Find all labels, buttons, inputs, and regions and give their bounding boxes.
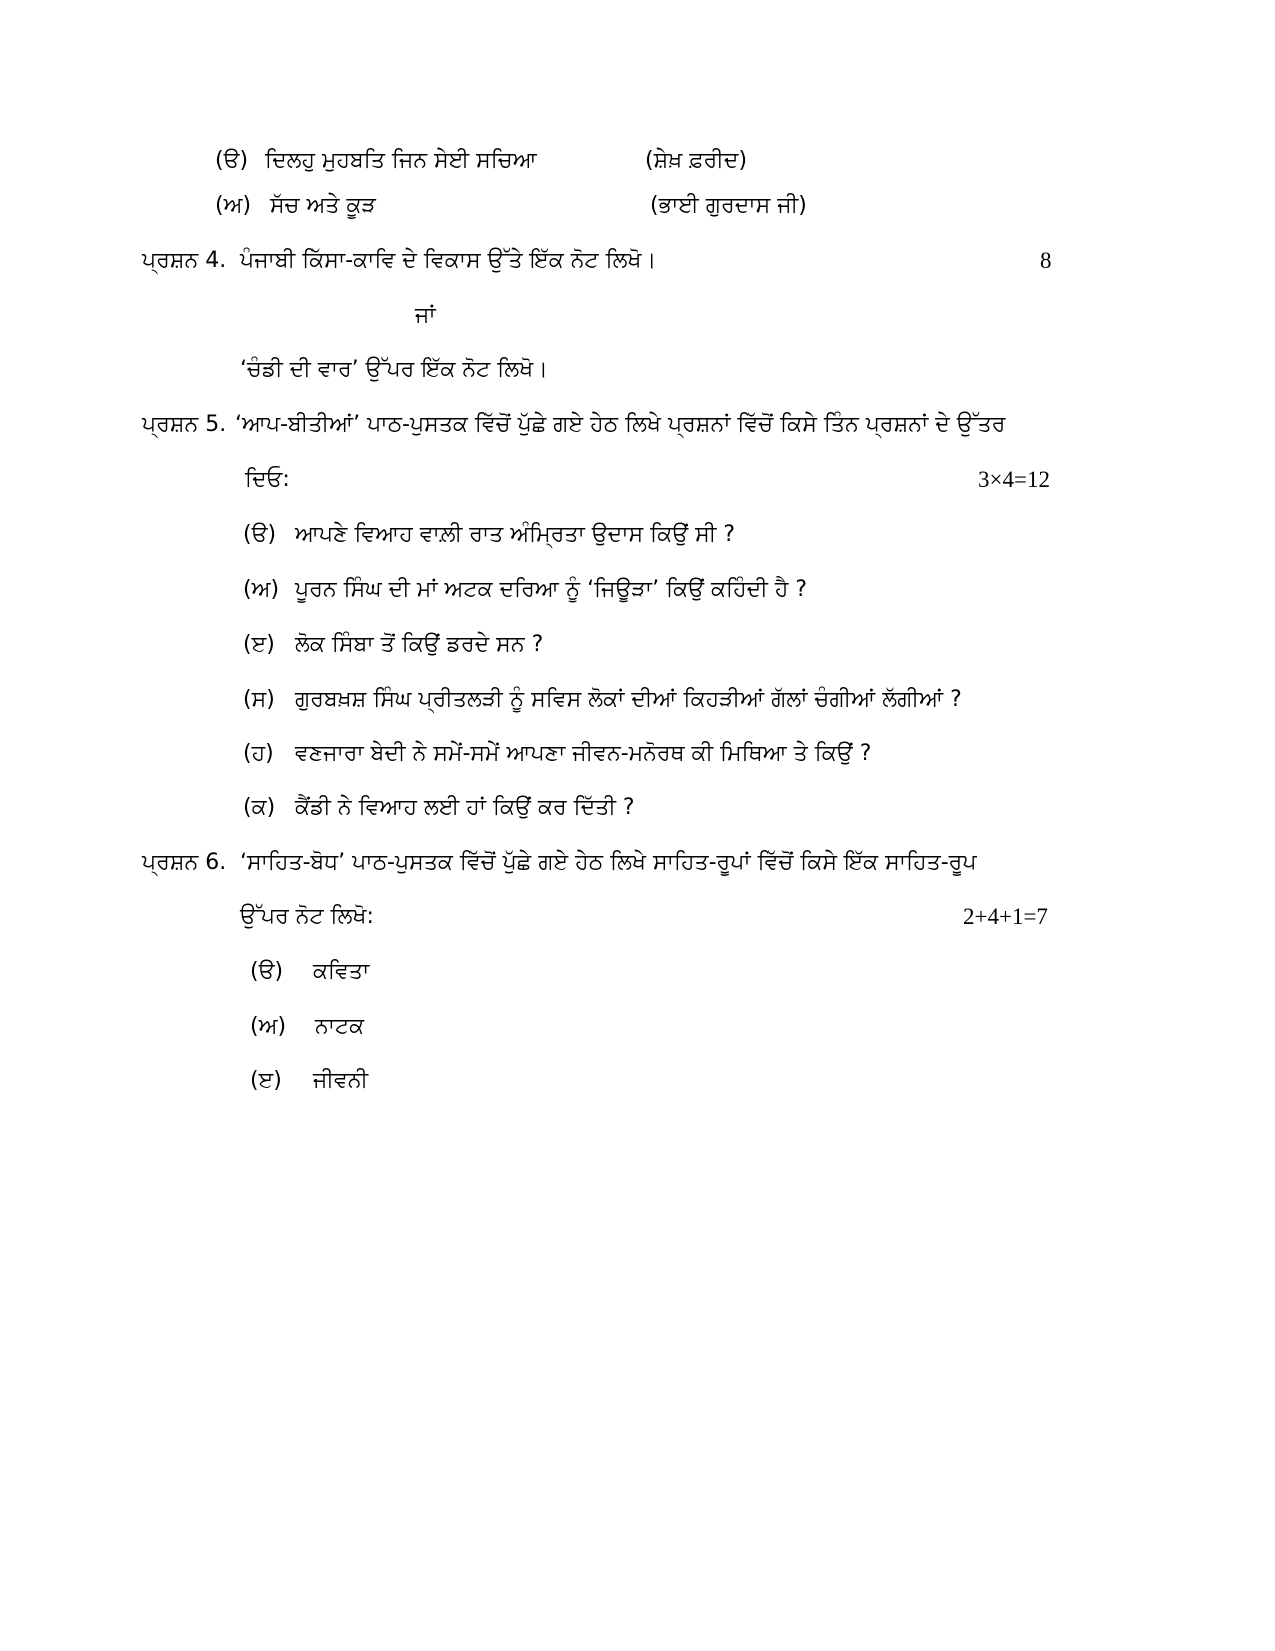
q6-item-label: (ਅ) (250, 1014, 287, 1039)
q5-item-text: ਵਣਜਾਰਾ ਬੇਦੀ ਨੇ ਸਮੇਂ-ਸਮੇਂ ਆਪਣਾ ਜੀਵਨ-ਮਨੋਰਥ ਕੀ ਮਿਥਿਆ ਤੇ ਕਿਉਂ ? (295, 741, 872, 766)
q5-item-label: (ਕ) (243, 795, 276, 820)
q5-item-label: (ਸ) (243, 687, 275, 712)
q5-item-text: ਆਪਣੇ ਵਿਆਹ ਵਾਲ਼ੀ ਰਾਤ ਅੰਮ੍ਰਿਤਾ ਉਦਾਸ ਕਿਉਂ ਸੀ ? (295, 522, 736, 547)
q5-item-label: (ਹ) (243, 741, 274, 766)
q6-item-label: (ੳ) (250, 959, 284, 984)
poem-a-label: (ੳ) (215, 148, 249, 173)
q5-item-label: (ੲ) (243, 632, 275, 657)
q5-item-text: ਲੋਕ ਸਿੰਬਾ ਤੋਂ ਕਿਉਂ ਡਰਦੇ ਸਨ ? (295, 632, 544, 657)
q5-label: ਪ੍ਰਸ਼ਨ 5. (142, 412, 227, 437)
q5-item-label: (ਅ) (243, 577, 280, 602)
q4-or: ਜਾਂ (415, 303, 436, 328)
poem-b-label: (ਅ) (215, 193, 252, 218)
q5-text: ‘ਆਪ-ਬੀਤੀਆਂ’ ਪਾਠ-ਪੁਸਤਕ ਵਿੱਚੋਂ ਪੁੱਛੇ ਗਏ ਹੇਠ ਲਿਖੇ ਪ੍ਰਸ਼ਨਾਂ ਵਿੱਚੋਂ ਕਿਸੇ ਤਿੰਨ ਪ੍ਰਸ਼ਨਾਂ ਦੇ ਉੱਤਰ (235, 412, 1006, 437)
poem-a-author: (ਸ਼ੇਖ਼ ਫ਼ਰੀਦ) (645, 148, 748, 173)
q4-marks: 8 (1040, 248, 1052, 273)
q4-text: ਪੰਜਾਬੀ ਕਿੱਸਾ-ਕਾਵਿ ਦੇ ਵਿਕਾਸ ਉੱਤੇ ਇੱਕ ਨੋਟ ਲਿਖੋ। (240, 248, 657, 273)
q6-label: ਪ੍ਰਸ਼ਨ 6. (142, 850, 227, 875)
q6-item-text: ਕਵਿਤਾ (313, 959, 370, 984)
q5-item-text: ਪੂਰਨ ਸਿੰਘ ਦੀ ਮਾਂ ਅਟਕ ਦਰਿਆ ਨੂੰ ‘ਜਿਊੜਾ’ ਕਿਉਂ ਕਹਿੰਦੀ ਹੈ ? (295, 577, 808, 602)
q6-text: ‘ਸਾਹਿਤ-ਬੋਧ’ ਪਾਠ-ਪੁਸਤਕ ਵਿੱਚੋਂ ਪੁੱਛੇ ਗਏ ਹੇਠ ਲਿਖੇ ਸਾਹਿਤ-ਰੂਪਾਂ ਵਿੱਚੋਂ ਕਿਸੇ ਇੱਕ ਸਾਹਿਤ-ਰੂਪ (240, 850, 977, 875)
poem-b-author: (ਭਾਈ ਗੁਰਦਾਸ ਜੀ) (650, 193, 807, 218)
q5-text-cont: ਦਿਓ: (245, 467, 290, 492)
q6-item-text: ਨਾਟਕ (315, 1014, 365, 1039)
q6-text-cont: ਉੱਪਰ ਨੋਟ ਲਿਖੋ: (240, 904, 374, 929)
q4-label: ਪ੍ਰਸ਼ਨ 4. (142, 248, 227, 273)
q6-marks: 2+4+1=7 (963, 904, 1048, 929)
q5-item-text: ਕੈਂਡੀ ਨੇ ਵਿਆਹ ਲਈ ਹਾਂ ਕਿਉਂ ਕਰ ਦਿੱਤੀ ? (295, 795, 635, 820)
poem-b-title: ਸੱਚ ਅਤੇ ਕੂੜ (270, 193, 376, 218)
q4-alt: ‘ਚੰਡੀ ਦੀ ਵਾਰ’ ਉੱਪਰ ਇੱਕ ਨੋਟ ਲਿਖੋ। (240, 357, 549, 382)
q5-marks: 3×4=12 (978, 467, 1050, 492)
q6-item-text: ਜੀਵਨੀ (313, 1068, 369, 1093)
poem-a-title: ਦਿਲਹੁ ਮੁਹਬਤਿ ਜਿਨ ਸੇਈ ਸਚਿਆ (265, 148, 537, 173)
q6-item-label: (ੲ) (250, 1068, 282, 1093)
q5-item-text: ਗੁਰਬਖ਼ਸ਼ ਸਿੰਘ ਪ੍ਰੀਤਲੜੀ ਨੂੰ ਸਵਿਸ ਲੋਕਾਂ ਦੀਆਂ ਕਿਹੜੀਆਂ ਗੱਲਾਂ ਚੰਗੀਆਂ ਲੱਗੀਆਂ ? (295, 687, 962, 712)
q5-item-label: (ੳ) (243, 522, 277, 547)
